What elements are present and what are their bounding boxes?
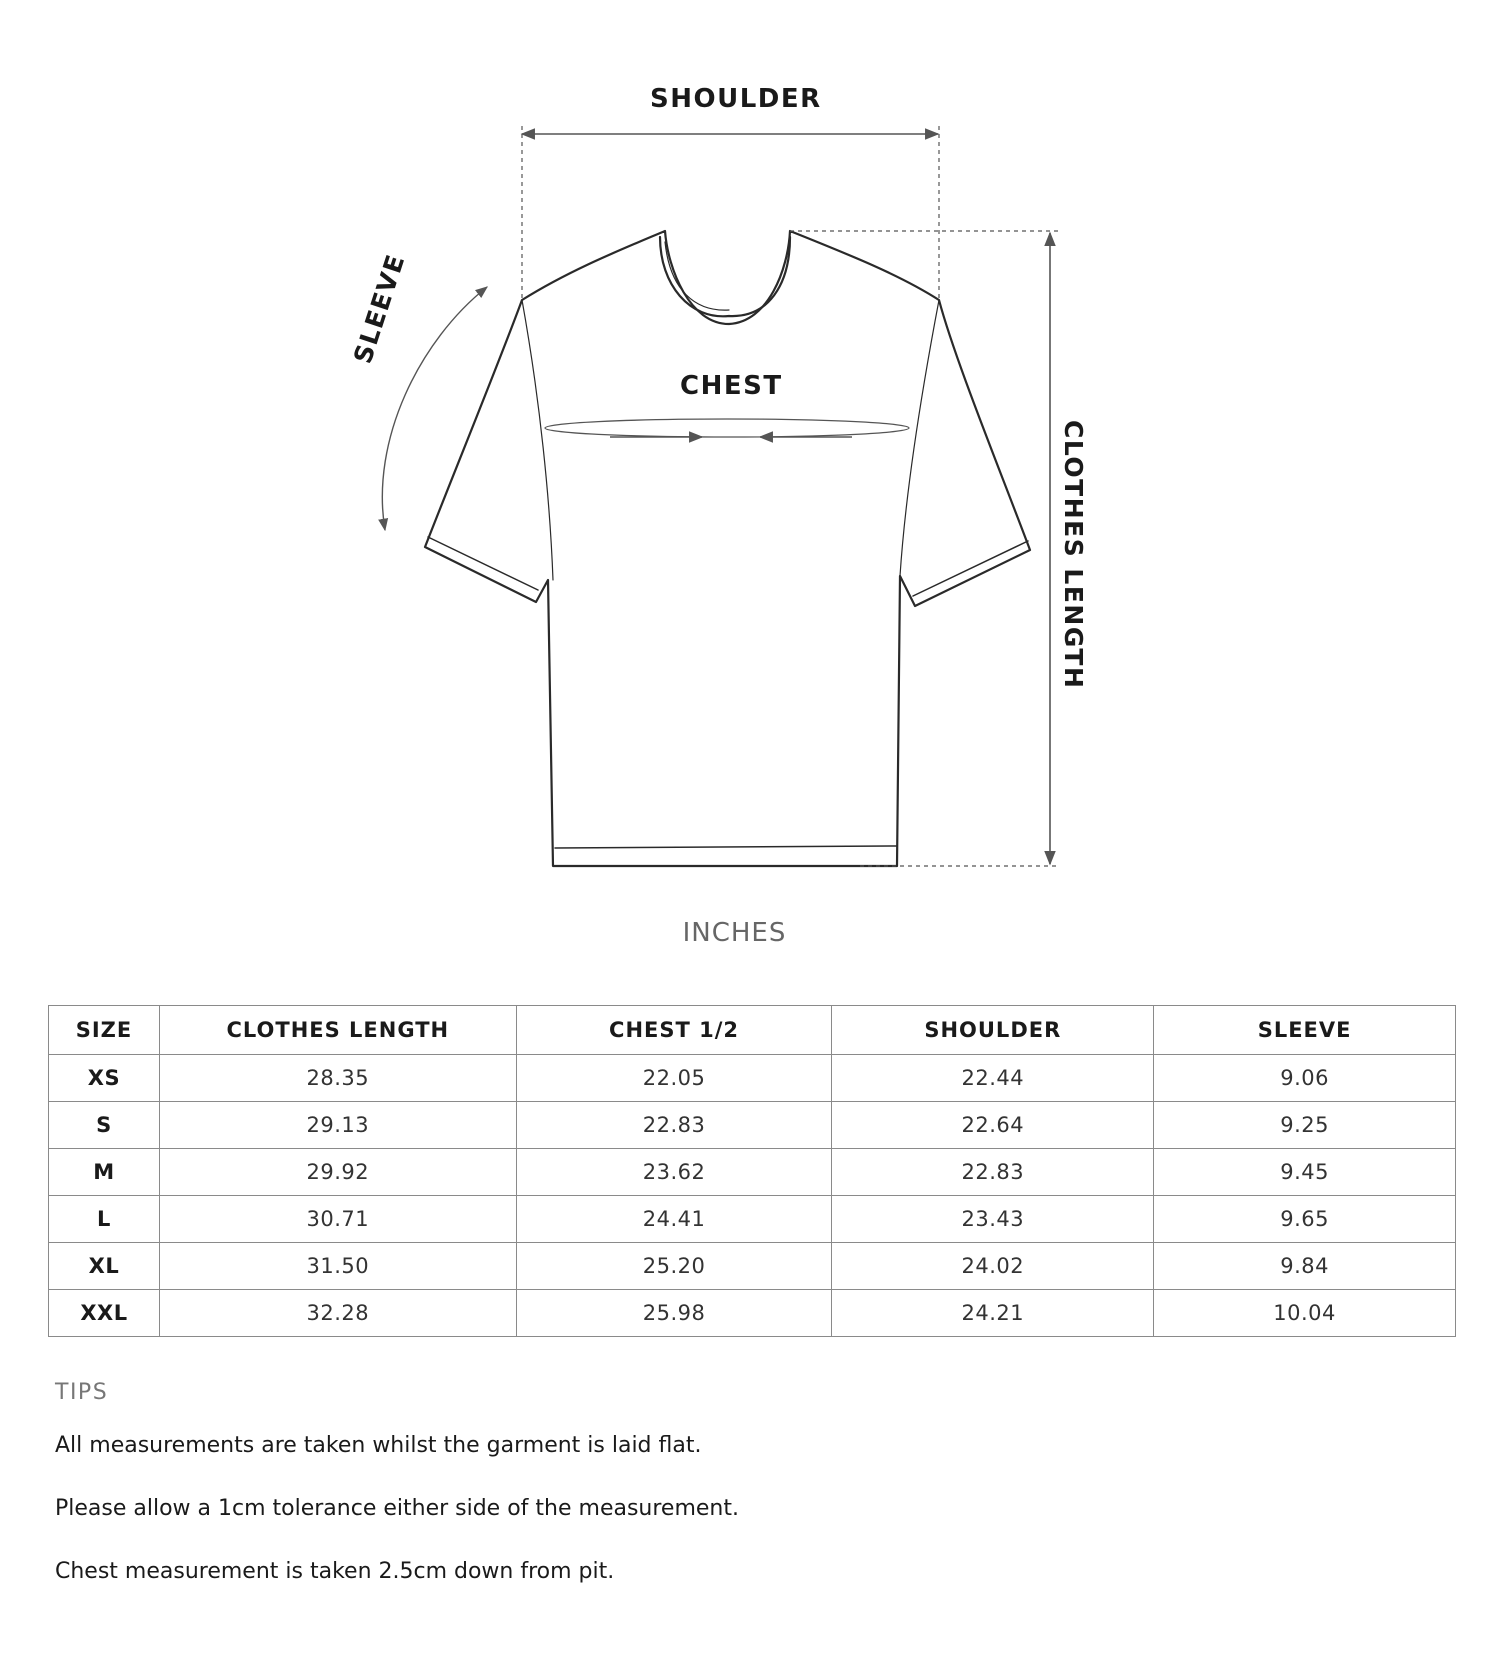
table-row [49,1196,1456,1243]
tips-title: TIPS [55,1380,109,1405]
tshirt-body [425,231,1030,866]
chest-cell: 23.62 [516,1149,832,1196]
clothes-length-cell: 29.92 [159,1149,516,1196]
sleeve-cell: 9.84 [1154,1243,1456,1290]
size-cell: L [49,1196,160,1243]
shoulder-cell: 24.21 [832,1290,1154,1337]
hem-line [555,846,896,848]
table-row [49,1290,1456,1337]
shoulder-cell: 24.02 [832,1243,1154,1290]
sleeve-cuff-left [428,537,538,590]
header-clothes-length: CLOTHES LENGTH [159,1006,516,1055]
size-cell: M [49,1149,160,1196]
sleeve-arrow [382,287,487,530]
sleeve-cuff-right [913,541,1028,596]
clothes-length-cell: 29.13 [159,1102,516,1149]
sleeve-cell: 10.04 [1154,1290,1456,1337]
sleeve-cell: 9.25 [1154,1102,1456,1149]
tshirt-outline [425,231,1030,866]
shoulder-cell: 23.43 [832,1196,1154,1243]
sleeve-cell: 9.06 [1154,1055,1456,1102]
table-row [49,1055,1456,1102]
chest-cell: 22.05 [516,1055,832,1102]
shoulder-label: SHOULDER [650,84,822,114]
size-cell: XL [49,1243,160,1290]
table-row [49,1243,1456,1290]
tip-text: Please allow a 1cm tolerance either side of the measurement. [55,1496,739,1521]
clothes-length-cell: 30.71 [159,1196,516,1243]
chest-cell: 24.41 [516,1196,832,1243]
chest-ellipse [545,419,909,437]
table-row [49,1149,1456,1196]
chest-cell: 25.20 [516,1243,832,1290]
table-row [49,1102,1456,1149]
tips-section [55,1380,1355,1622]
header-chest: CHEST 1/2 [516,1006,832,1055]
sleeve-label: SLEEVE [348,250,411,367]
size-chart-table [48,1005,1456,1337]
armhole-left [522,300,553,580]
clothes-length-cell: 32.28 [159,1290,516,1337]
size-cell: XS [49,1055,160,1102]
tip-text: All measurements are taken whilst the garment is laid flat. [55,1433,702,1458]
shoulder-cell: 22.64 [832,1102,1154,1149]
chest-label: CHEST [680,371,783,401]
chest-cell: 25.98 [516,1290,832,1337]
measurement-guides [382,126,1058,866]
sleeve-cell: 9.65 [1154,1196,1456,1243]
shoulder-cell: 22.44 [832,1055,1154,1102]
collar-inner [660,237,790,316]
clothes-length-label: CLOTHES LENGTH [1059,420,1088,690]
armhole-right [900,300,939,576]
clothes-length-cell: 28.35 [159,1055,516,1102]
units-label: INCHES [682,918,787,948]
tip-text: Chest measurement is taken 2.5cm down from pit. [55,1559,615,1584]
sleeve-cell: 9.45 [1154,1149,1456,1196]
shoulder-cell: 22.83 [832,1149,1154,1196]
size-cell: XXL [49,1290,160,1337]
header-sleeve: SLEEVE [1154,1006,1456,1055]
header-shoulder: SHOULDER [832,1006,1154,1055]
size-cell: S [49,1102,160,1149]
header-size: SIZE [49,1006,160,1055]
chest-cell: 22.83 [516,1102,832,1149]
clothes-length-cell: 31.50 [159,1243,516,1290]
table-header-row [49,1006,1456,1055]
